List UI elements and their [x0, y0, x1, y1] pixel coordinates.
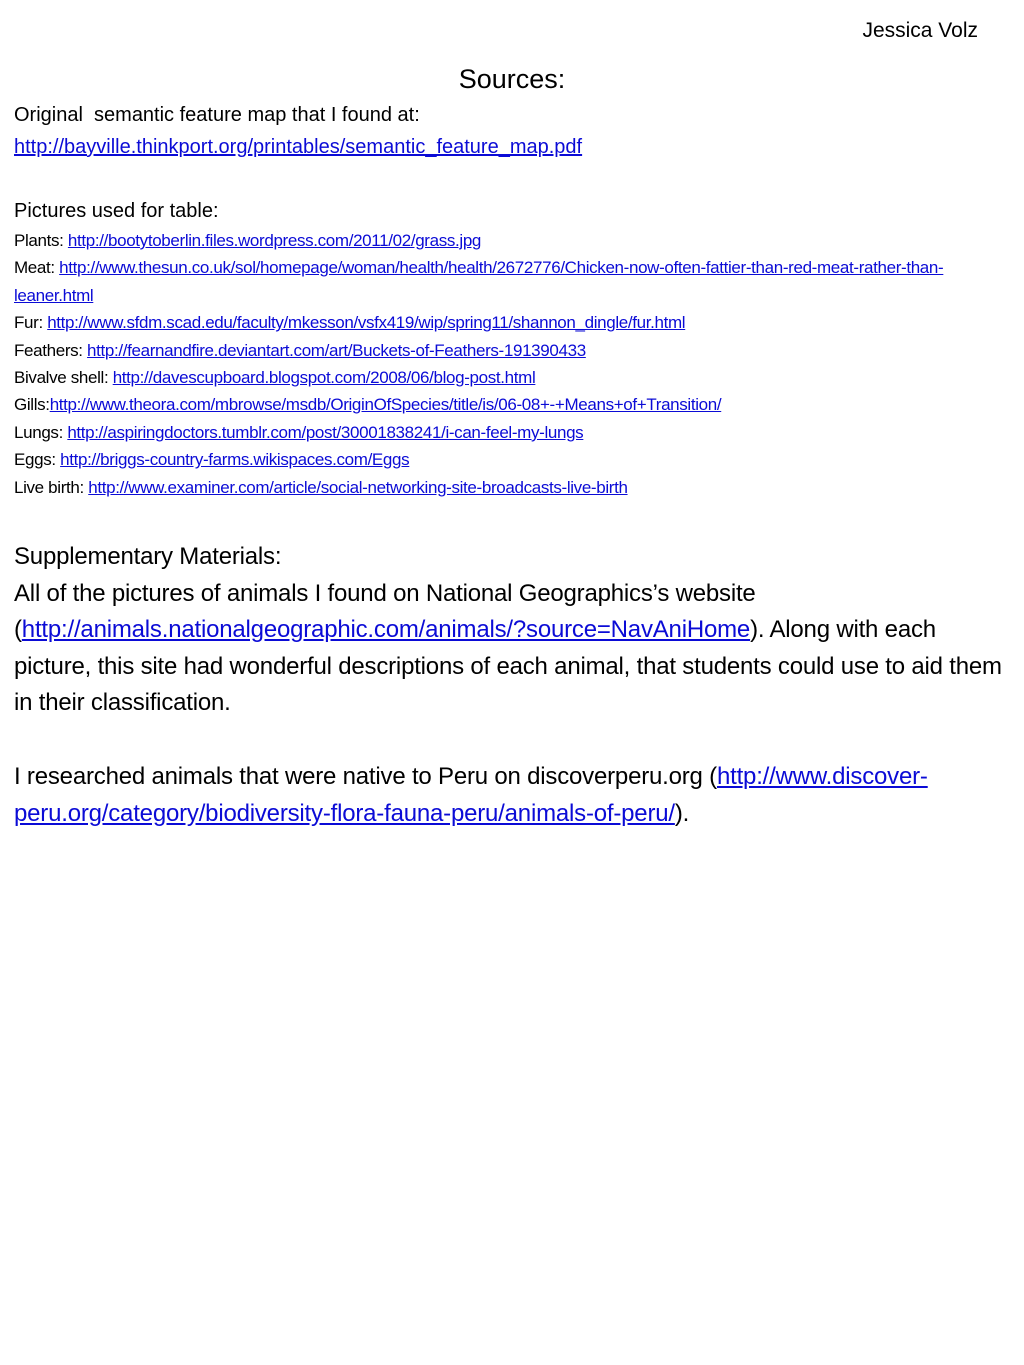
- source-link-eggs[interactable]: http://briggs-country-farms.wikispaces.com/Eggs: [60, 450, 410, 470]
- author-name: Jessica Volz: [862, 19, 978, 42]
- supplementary-section: [14, 539, 1014, 722]
- source-label-gills: Gills:: [14, 395, 50, 415]
- original-map-label: Original semantic feature map that I found at:: [14, 104, 420, 126]
- list-item: [14, 337, 1014, 364]
- source-link-lungs[interactable]: http://aspiringdoctors.tumblr.com/post/30001838241/i-can-feel-my-lungs: [67, 422, 584, 442]
- source-link-gills[interactable]: http://www.theora.com/mbrowse/msdb/OriginOfSpecies/title/is/06-08+-+Means+of+Transition/: [49, 395, 722, 415]
- list-item: [14, 419, 1014, 446]
- list-item: [14, 391, 1014, 418]
- peru-text-after: ).: [674, 799, 690, 827]
- source-label-eggs: Eggs:: [14, 450, 61, 470]
- source-link-live-birth[interactable]: http://www.examiner.com/article/social-networking-site-broadcasts-live-birth: [88, 477, 628, 497]
- discover-peru-link[interactable]: http://www.discover-peru.org/category/biodiversity-flora-fauna-peru/animals-of-peru/: [14, 763, 928, 827]
- peru-section: [14, 759, 1014, 832]
- source-label-bivalve-shell: Bivalve shell:: [14, 368, 113, 388]
- list-item: [14, 227, 1014, 254]
- source-link-meat[interactable]: http://www.thesun.co.uk/sol/homepage/woman/health/health/2672776/Chicken-now-often-fattier-than-red-meat-rather-than-leaner.html: [14, 258, 944, 305]
- page-title: Sources:: [458, 64, 566, 94]
- natgeo-text-after: ). Along with each picture, this site had wonderful descriptions of each animal, that students could use to aid them in their classification.: [14, 616, 1002, 716]
- supplementary-paragraph-natgeo: [14, 576, 1014, 722]
- list-item: [14, 254, 1014, 309]
- source-link-plants[interactable]: http://bootytoberlin.files.wordpress.com/2011/02/grass.jpg: [67, 231, 482, 250]
- peru-text-before: I researched animals that were native to Peru on discoverperu.org (: [14, 763, 717, 790]
- original-map-link[interactable]: http://bayville.thinkport.org/printables/semantic_feature_map.pdf: [14, 136, 583, 158]
- pictures-section: [14, 195, 1014, 501]
- source-label-meat: Meat:: [14, 258, 60, 278]
- pictures-heading: Pictures used for table:: [14, 200, 219, 222]
- source-link-fur[interactable]: http://www.sfdm.scad.edu/faculty/mkesson/vsfx419/wip/spring11/shannon_dingle/fur.html: [47, 313, 686, 333]
- natgeo-link[interactable]: http://animals.nationalgeographic.com/animals/?source=NavAniHome: [21, 616, 751, 643]
- list-item: [14, 309, 1014, 336]
- source-link-bivalve-shell[interactable]: http://davescupboard.blogspot.com/2008/06/blog-post.html: [112, 368, 536, 388]
- supplementary-paragraph-peru: [14, 759, 1014, 832]
- source-label-feathers: Feathers:: [14, 340, 88, 360]
- list-item: [14, 474, 1014, 501]
- source-label-plants: Plants:: [14, 231, 68, 250]
- list-item: [14, 364, 1014, 391]
- source-link-feathers[interactable]: http://fearnandfire.deviantart.com/art/Buckets-of-Feathers-191390433: [87, 340, 586, 360]
- list-item: [14, 446, 1014, 473]
- source-label-fur: Fur:: [14, 313, 48, 333]
- natgeo-text-before: All of the pictures of animals I found on National Geographics’s website (: [14, 579, 756, 643]
- original-map-section: [14, 99, 1014, 163]
- supplementary-heading: Supplementary Materials:: [14, 543, 282, 570]
- source-label-lungs: Lungs:: [14, 422, 68, 442]
- source-label-live-birth: Live birth:: [14, 477, 89, 497]
